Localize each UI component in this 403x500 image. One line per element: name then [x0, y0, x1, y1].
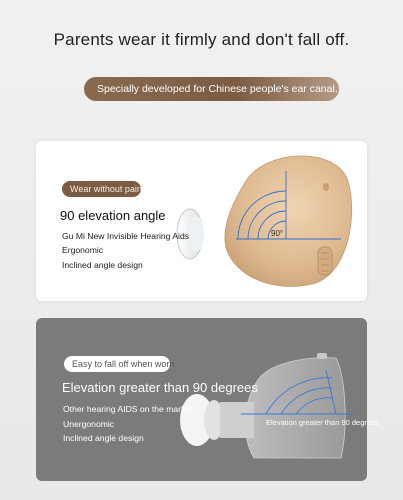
- easy-to-fall-badge: Easy to fall off when worn: [64, 356, 170, 372]
- device-body: [225, 156, 352, 287]
- competitor-illustration: [36, 318, 367, 481]
- competitor-feature-3: Inclined angle design: [63, 433, 144, 443]
- competitor-card: [36, 318, 379, 481]
- product-title: 90 elevation angle: [60, 208, 166, 223]
- competitor-title: Elevation greater than 90 degrees: [62, 380, 258, 395]
- page-headline: Parents wear it firmly and don't fall off.: [53, 30, 350, 49]
- ear-tip-inner: [188, 216, 204, 252]
- feature-1: Gu Mi New Invisible Hearing Aids: [62, 231, 190, 241]
- competitor-stem: [220, 402, 254, 438]
- elevation-label: Elevation greater than 90 degrees: [266, 418, 379, 427]
- button-dot: [323, 183, 329, 191]
- banner-pill: Specially developed for Chinese people's ear canal.: [84, 77, 339, 101]
- competitor-button: [317, 353, 327, 359]
- wear-without-pain-badge: Wear without pain: [62, 181, 141, 197]
- competitor-feature-2: Unergonomic: [63, 419, 115, 429]
- competitor-feature-1: Other hearing AIDS on the market: [63, 404, 193, 414]
- competitor-body: [245, 358, 345, 458]
- product-card: [36, 141, 367, 301]
- feature-2: Ergonomic: [62, 245, 104, 255]
- feature-3: Inclined angle design: [62, 260, 143, 270]
- angle-label: 90°: [271, 229, 284, 238]
